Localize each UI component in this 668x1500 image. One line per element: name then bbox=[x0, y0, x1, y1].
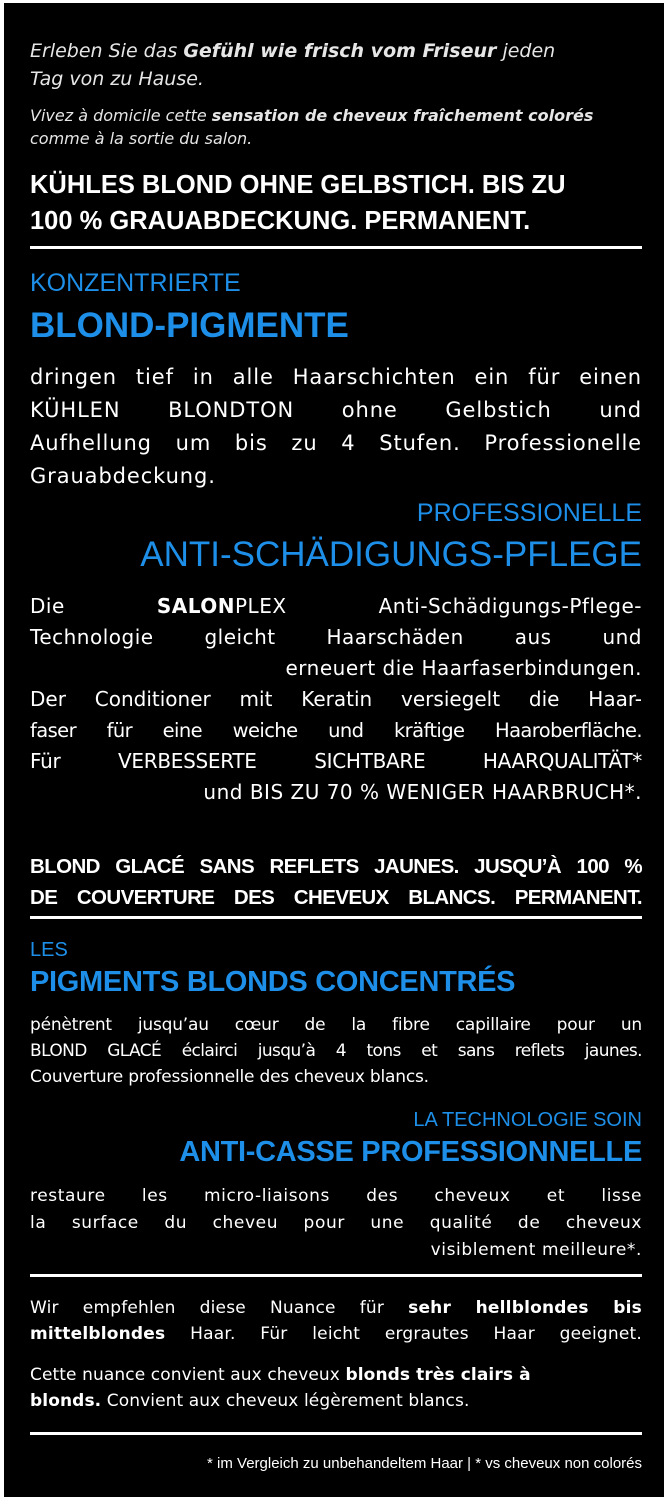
intro-french bbox=[30, 104, 642, 150]
footnote-de: * im Vergleich zu unbehandeltem Haar | bbox=[207, 1455, 476, 1472]
salon-brand: SALON bbox=[156, 594, 235, 618]
intro-fr-bold: sensation de cheveux fraîchement colorés bbox=[211, 106, 594, 125]
pigments-fr-title: PIGMENTS BLONDS CONCENTRÉS bbox=[30, 966, 516, 998]
care-fr-line2: la surface du cheveu pour une qualité de cheveux bbox=[30, 1213, 642, 1233]
intro-de-text-end: jeden bbox=[496, 40, 556, 62]
care-de-line4: Der Conditioner mit Keratin versiegelt die Haar- bbox=[30, 687, 642, 711]
headline-french bbox=[30, 851, 642, 913]
care-fr-line3: visiblement meilleure*. bbox=[430, 1240, 642, 1260]
pigments-de-line1: dringen tief in alle Haarschichten ein für einen bbox=[30, 365, 642, 389]
intro-de-text: Erleben Sie das bbox=[30, 40, 184, 62]
pigments-fr-kicker: LES bbox=[30, 939, 68, 961]
pigments-de-line3: Aufhellung um bis zu 4 Stufen. Professionelle bbox=[30, 431, 642, 455]
intro-fr-text: Vivez à domicile cette bbox=[30, 106, 212, 125]
footnote-fr-wrap bbox=[475, 1455, 642, 1472]
recommend-fr-bold-2: blonds. bbox=[30, 1391, 102, 1411]
care-de-kicker: PROFESSIONELLE bbox=[416, 499, 642, 527]
recommend-fr-text: Cette nuance convient aux cheveux bbox=[30, 1365, 346, 1385]
care-de-line6: Für VERBESSERTE SICHTBARE HAARQUALITÄT* bbox=[30, 749, 642, 773]
care-de-title: ANTI-SCHÄDIGUNGS-PFLEGE bbox=[140, 535, 642, 574]
care-de-line5: faser für eine weiche und kräftige Haaroberfläche. bbox=[30, 719, 642, 742]
recommend-de-bold-2: mittelblondes bbox=[30, 1324, 166, 1344]
care-de-line7: und BIS ZU 70 % WENIGER HAARBRUCH*. bbox=[203, 780, 642, 804]
recommend-de-text-2: Haar. Für leicht ergrautes Haar geeignet. bbox=[165, 1324, 642, 1344]
product-info-panel bbox=[4, 3, 664, 1497]
headline-fr-line1: BLOND GLACÉ SANS REFLETS JAUNES. JUSQU’À 100 % bbox=[30, 855, 642, 878]
care-de-line1-start: Die bbox=[30, 594, 157, 618]
recommend-german bbox=[30, 1295, 642, 1347]
care-fr-line1: restaure les micro-liaisons des cheveux et lisse bbox=[30, 1186, 642, 1206]
recommend-fr-text-2: Convient aux cheveux légèrement blancs. bbox=[101, 1391, 470, 1411]
divider-2 bbox=[30, 916, 642, 919]
pigments-de-title: BLOND-PIGMENTE bbox=[30, 306, 349, 345]
pigments-fr-line1: pénètrent jusqu’au cœur de la fibre capillaire pour un bbox=[30, 1015, 642, 1035]
headline-de-line2: 100 % GRAUABDECKUNG. PERMANENT. bbox=[30, 207, 531, 235]
headline-fr-line2: DE COUVERTURE DES CHEVEUX BLANCS. PERMANENT. bbox=[30, 886, 642, 909]
intro-de-line2: Tag von zu Hause. bbox=[30, 68, 204, 90]
recommend-de-bold: sehr hellblondes bis bbox=[408, 1298, 642, 1318]
pigments-fr-line3: Couverture professionnelle des cheveux blancs. bbox=[30, 1067, 429, 1087]
divider-4 bbox=[30, 1432, 642, 1435]
care-fr-title: ANTI-CASSE PROFESSIONNELLE bbox=[179, 1136, 642, 1168]
care-fr-kicker: LA TECHNOLOGIE SOIN bbox=[413, 1109, 642, 1131]
footnote bbox=[30, 1454, 642, 1474]
pigments-de-kicker: KONZENTRIERTE bbox=[30, 269, 241, 297]
intro-german bbox=[30, 37, 642, 93]
care-de-body bbox=[30, 591, 642, 808]
footnote-fr: * vs cheveux non colorés bbox=[475, 1455, 642, 1472]
pigments-fr-body bbox=[30, 1012, 642, 1090]
recommend-fr-bold: blonds très clairs à bbox=[345, 1365, 531, 1385]
intro-de-bold: Gefühl wie frisch vom Friseur bbox=[183, 40, 497, 62]
headline-de-line1: KÜHLES BLOND OHNE GELBSTICH. BIS ZU bbox=[30, 171, 566, 199]
care-fr-body bbox=[30, 1183, 642, 1264]
recommend-de-text: Wir empfehlen diese Nuance für bbox=[30, 1298, 409, 1318]
recommend-french bbox=[30, 1362, 642, 1414]
pigments-de-body bbox=[30, 361, 642, 493]
care-de-line3: erneuert die Haarfaserbindungen. bbox=[285, 656, 642, 680]
pigments-de-line4: Grauabdeckung. bbox=[30, 464, 216, 488]
headline-german bbox=[30, 167, 642, 239]
care-de-line2: Technologie gleicht Haarschäden aus und bbox=[30, 625, 642, 649]
pigments-fr-line2: BLOND GLACÉ éclairci jusqu’à 4 tons et sans reflets jaunes. bbox=[30, 1041, 642, 1061]
divider-3 bbox=[30, 1274, 642, 1277]
care-de-line1-end: PLEX Anti-Schädigungs-Pflege- bbox=[234, 594, 642, 618]
intro-fr-line2: comme à la sortie du salon. bbox=[30, 129, 253, 148]
divider-1 bbox=[30, 246, 642, 249]
pigments-de-line2: KÜHLEN BLONDTON ohne Gelbstich und bbox=[30, 398, 642, 422]
